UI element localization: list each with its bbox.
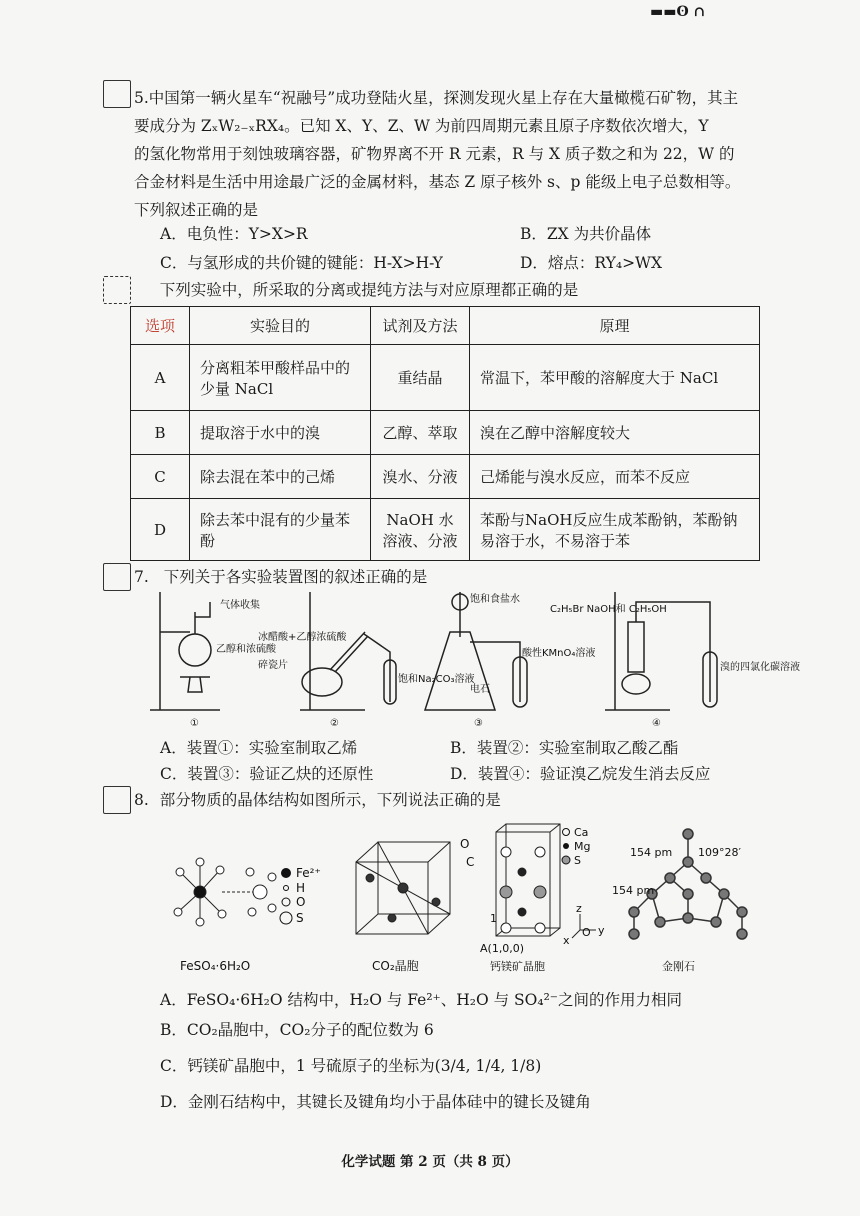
legend-s: S xyxy=(296,911,304,925)
axis-z: z xyxy=(576,902,582,915)
q5-number: 5. xyxy=(134,89,149,107)
label-acid-mix: 冰醋酸+乙醇浓硫酸 xyxy=(258,632,347,643)
q6-stem: 下列实验中，所采取的分离或提纯方法与对应原理都正确的是 xyxy=(159,281,579,299)
label-chips: 碎瓷片 xyxy=(258,660,288,671)
q8-option-a[interactable]: A．FeSO₄·6H₂O 结构中，H₂O 与 Fe²⁺、H₂O 与 SO₄²⁻之间的作用力相同 xyxy=(160,991,682,1009)
table-header-row xyxy=(131,307,760,345)
caption-perovskite: 钙镁矿晶胞 xyxy=(490,960,545,973)
table-row xyxy=(131,345,760,411)
label-ethanol: 乙醇和浓硫酸 xyxy=(216,644,276,655)
label-n1: ① xyxy=(190,718,199,729)
q6-table xyxy=(130,306,760,561)
row-principle: 苯酚与NaOH反应生成苯酚钠，苯酚钠易溶于水，不易溶于苯 xyxy=(470,499,760,561)
legend-h: H xyxy=(296,881,306,895)
table-row xyxy=(131,499,760,561)
row-principle: 常温下，苯甲酸的溶解度大于 NaCl xyxy=(470,345,760,411)
row-principle: 溴在乙醇中溶解度较大 xyxy=(470,411,760,455)
table-row xyxy=(131,455,760,499)
q7-stem-line xyxy=(134,563,427,591)
row-method: 乙醇、萃取 xyxy=(371,411,470,455)
label-ccl4: 溴的四氯化碳溶液 xyxy=(720,662,800,673)
bond-length-1: 154 pm xyxy=(630,846,673,859)
header-goal: 实验目的 xyxy=(190,307,371,345)
q8-stem-line xyxy=(134,786,501,814)
q8-option-d[interactable]: D．金刚石结构中，其键长及键角均小于晶体硅中的键长及键角 xyxy=(160,1093,591,1111)
answer-box-q8[interactable] xyxy=(103,786,131,814)
row-goal: 分离粗苯甲酸样品中的少量 NaCl xyxy=(190,345,371,411)
legend-fe: Fe²⁺ xyxy=(296,866,321,880)
legend-ca: Ca xyxy=(574,826,589,839)
q7-stem: 下列关于各实验装置图的叙述正确的是 xyxy=(163,568,428,586)
axis-y: y xyxy=(598,924,605,937)
label-n4: ④ xyxy=(652,718,661,729)
q8-crystal-figure xyxy=(160,822,780,980)
row-principle: 己烯能与溴水反应，而苯不反应 xyxy=(470,455,760,499)
q5-line1: 中国第一辆火星车“祝融号”成功登陆火星，探测发现火星上存在大量橄榄石矿物，其主 xyxy=(148,89,739,107)
q8-option-b[interactable]: B．CO₂晶胞中，CO₂分子的配位数为 6 xyxy=(160,1021,434,1039)
legend-co2-c: C xyxy=(466,855,475,869)
legend-s2: S xyxy=(574,854,581,867)
row-option: D xyxy=(131,499,190,561)
row-method: 重结晶 xyxy=(371,345,470,411)
caption-feso4: FeSO₄·6H₂O xyxy=(180,959,251,973)
q5-line2: 要成分为 ZₓW₂₋ₓRX₄。已知 X、Y、Z、W 为前四周期元素且原子序数依次增大，Y xyxy=(134,117,709,135)
row-option: A xyxy=(131,345,190,411)
atom-1-label: 1 xyxy=(490,912,497,925)
page-footer: 化学试题 第 2 页（共 8 页） xyxy=(341,1154,519,1170)
question-5 xyxy=(134,84,774,224)
label-kmno4: 酸性KMnO₄溶液 xyxy=(522,648,596,659)
header-method: 试剂及方法 xyxy=(371,307,470,345)
q5-option-c[interactable]: C．与氢形成的共价键的键能：H-X>H-Y xyxy=(160,254,443,272)
legend-o: O xyxy=(296,895,306,909)
q5-option-d[interactable]: D．熔点：RY₄>WX xyxy=(520,254,663,272)
row-goal: 提取溶于水中的溴 xyxy=(190,411,371,455)
legend-co2-o: O xyxy=(460,837,470,851)
row-option: B xyxy=(131,411,190,455)
q7-option-b[interactable]: B．装置②：实验室制取乙酸乙酯 xyxy=(450,739,679,757)
legend-mg: Mg xyxy=(574,840,591,853)
q7-option-a[interactable]: A．装置①：实验室制取乙烯 xyxy=(160,739,358,757)
label-n3: ③ xyxy=(474,718,483,729)
caption-co2: CO₂晶胞 xyxy=(372,959,419,973)
axis-x: x xyxy=(563,934,570,947)
header-principle: 原理 xyxy=(470,307,760,345)
table-row xyxy=(131,411,760,455)
axis-o: O xyxy=(582,926,591,939)
q8-option-c[interactable]: C．钙镁矿晶胞中，1 号硫原子的坐标为(3/4, 1/4, 1/8) xyxy=(160,1057,542,1075)
q7-option-d[interactable]: D．装置④：验证溴乙烷发生消去反应 xyxy=(450,765,711,783)
answer-box-q6[interactable] xyxy=(103,276,131,304)
label-na2co3: 饱和Na₂CO₃溶液 xyxy=(398,674,475,685)
label-carbide: 电石 xyxy=(470,684,490,695)
row-goal: 除去混在苯中的己烯 xyxy=(190,455,371,499)
row-goal: 除去苯中混有的少量苯酚 xyxy=(190,499,371,561)
bond-angle: 109°28′ xyxy=(698,846,741,859)
label-gas: 气体收集 xyxy=(220,600,260,611)
answer-box-q7[interactable] xyxy=(103,563,131,591)
answer-box-q5[interactable] xyxy=(103,80,131,108)
q8-number: 8. xyxy=(134,791,149,809)
q7-option-c[interactable]: C．装置③：验证乙炔的还原性 xyxy=(160,765,374,783)
q8-stem: 部分物质的晶体结构如图所示，下列说法正确的是 xyxy=(159,791,501,809)
label-reagents: C₂H₅Br NaOH和 C₂H₅OH xyxy=(550,604,667,615)
corner-mark: ▬▬ʘ ∩ xyxy=(650,4,706,20)
q5-line4: 合金材料是生活中用途最广泛的金属材料，基态 Z 原子核外 s、p 能级上电子总数相等。 xyxy=(134,173,741,191)
caption-diamond: 金刚石 xyxy=(662,960,695,973)
label-brine: 饱和食盐水 xyxy=(470,594,520,605)
q5-option-b[interactable]: B．ZX 为共价晶体 xyxy=(520,225,652,243)
q6-stem-line xyxy=(134,276,578,304)
header-option: 选项 xyxy=(131,307,190,345)
row-method: NaOH 水溶液、分液 xyxy=(371,499,470,561)
q7-apparatus-figure xyxy=(150,592,800,730)
q7-number: 7. xyxy=(134,568,149,586)
bond-length-2: 154 pm xyxy=(612,884,655,897)
row-option: C xyxy=(131,455,190,499)
q5-line5: 下列叙述正确的是 xyxy=(134,201,259,219)
q5-line3: 的氢化物常用于刻蚀玻璃容器，矿物界离不开 R 元素，R 与 X 质子数之和为 22，W 的 xyxy=(134,145,735,163)
label-n2: ② xyxy=(330,718,339,729)
q5-option-a[interactable]: A．电负性：Y>X>R xyxy=(160,225,308,243)
row-method: 溴水、分液 xyxy=(371,455,470,499)
point-a-label: A(1,0,0) xyxy=(480,942,525,955)
